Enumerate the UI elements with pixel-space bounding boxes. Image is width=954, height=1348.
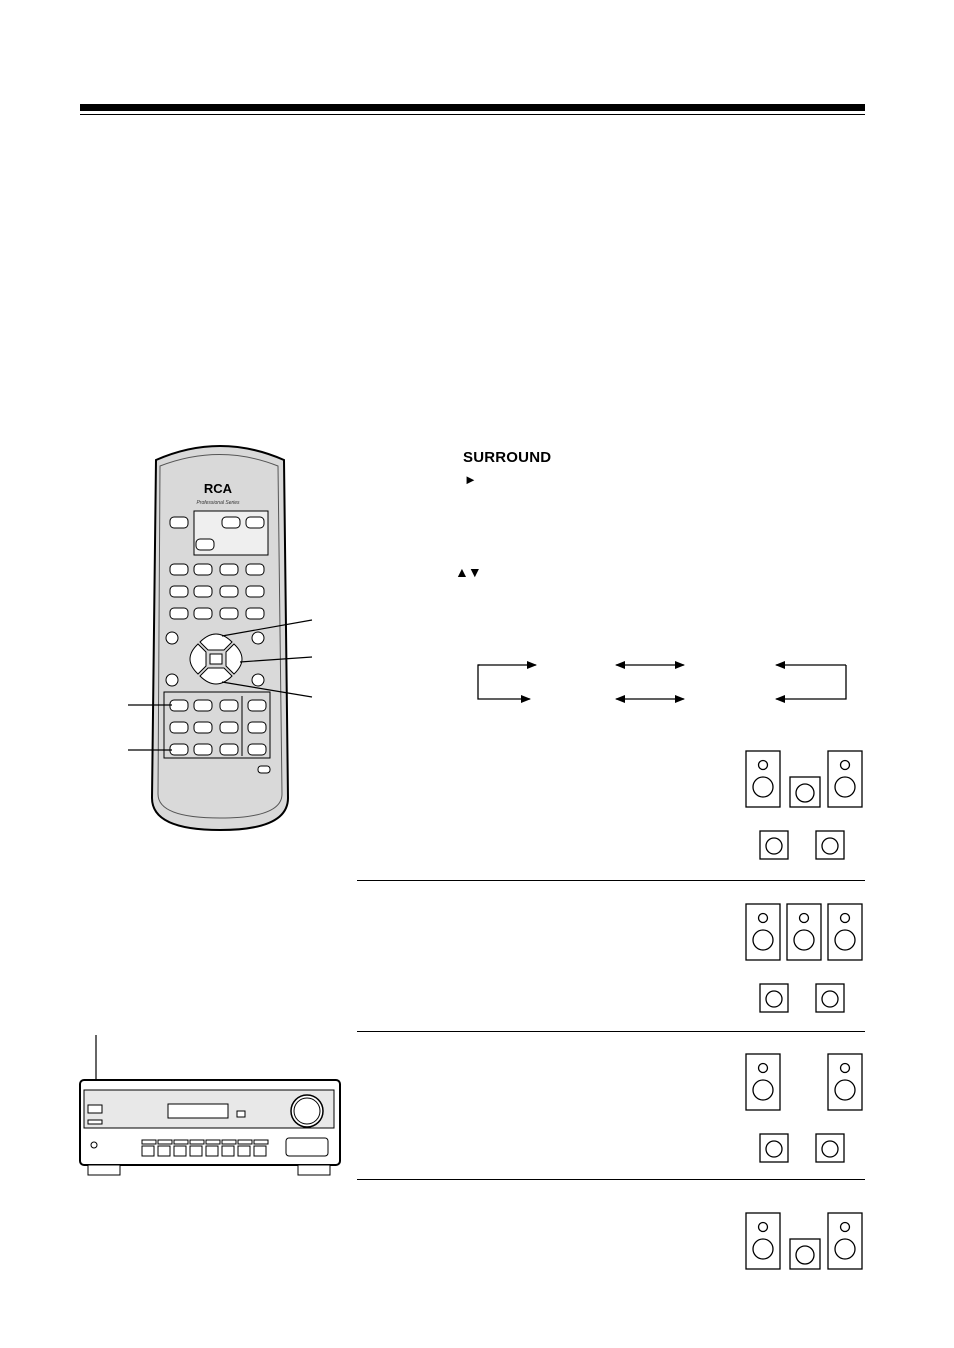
series-text: Professional Series [196, 500, 240, 506]
section-divider [357, 880, 865, 881]
speaker-config-1 [740, 745, 870, 865]
section-divider [357, 1031, 865, 1032]
mode-cycle-diagram [470, 652, 860, 712]
receiver-illustration [78, 1078, 342, 1178]
section-divider [357, 1179, 865, 1180]
up-down-arrows-icon: ▲▼ [455, 564, 481, 580]
play-arrow-icon: ► [464, 472, 477, 487]
rca-logo-text: RCA [203, 481, 233, 496]
speaker-config-2 [740, 898, 870, 1018]
speaker-config-4 [740, 1207, 870, 1277]
speaker-config-3 [740, 1048, 870, 1168]
surround-button-label: SURROUND [463, 449, 552, 466]
